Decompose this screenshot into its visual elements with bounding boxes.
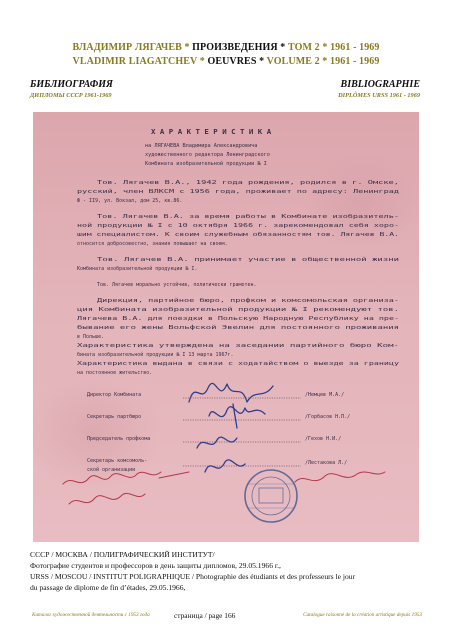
- doc-text-line: Комбината изобразительной продукции № I.: [77, 266, 198, 272]
- doc-text-line: русский, член ВЛКСМ с 1956 года, проживает по адресу: Ленинград: [77, 189, 399, 195]
- doc-addressee-line: художественного редактора Ленинградского: [145, 152, 270, 158]
- official-stamp: [245, 470, 297, 522]
- signatory-role: Директор Комбината: [87, 392, 142, 398]
- doc-text-line: Лягачева В.А. для поездки в Польскую Народную Республику на пре-: [77, 316, 270, 322]
- doc-text-line: Тов. Лягачев В.А. за время работы в Комбинате изобразитель-: [97, 214, 275, 220]
- signatory-name: /Гехов Н.И./: [305, 436, 342, 442]
- works-label-ru: ПРОИЗВЕДЕНИЯ: [192, 42, 278, 53]
- doc-text-line: шим специалистом. К своим служебным обязанностям тов. Лягачев В.А.: [77, 232, 276, 238]
- section-title-ru: БИБЛИОГРАФИЯ: [30, 79, 113, 90]
- section-title-fr: BIBLIOGRAPHIE: [340, 79, 420, 90]
- doc-text-line: Характеристика утверждена на заседании партийного бюро Ком-: [77, 343, 255, 349]
- scanned-character-reference: [33, 112, 419, 542]
- years-label-ru: 1961 - 1969: [330, 42, 380, 53]
- union-chair-signature: [197, 437, 237, 448]
- header-separator: *: [184, 42, 193, 53]
- signatory-name: /Немцев М.А./: [305, 392, 345, 398]
- caption-ru-line: Фотографие студентов и профессоров в день защиты дипломов, 29.05.1966 г.,: [30, 561, 281, 570]
- header-separator: *: [256, 56, 267, 67]
- doc-text-line: Тов. Лягачев морально устойчив, политически грамотен.: [97, 282, 257, 288]
- section-subtitle-fr: DIPLÔMES URSS 1961 - 1969: [338, 92, 420, 99]
- years-label-fr: 1961 - 1969: [330, 56, 380, 67]
- page-number: страница / page 166: [174, 611, 236, 620]
- doc-text-line: Дирекция, партийное бюро, профком и комсомольская организа-: [97, 298, 275, 304]
- caption-ru-line: СССР / МОСКВА / ПОЛИГРАФИЧЕСКИЙ ИНСТИТУТ/: [30, 550, 215, 559]
- red-handwritten-note: [295, 472, 385, 482]
- header-separator: *: [277, 42, 289, 53]
- footer-catalogue-fr: Catalogue raisonné de la création artistique depuis 1953: [303, 612, 422, 618]
- doc-text-line: Тов. Лягачев В.А. принимает участие в общественной жизни: [97, 257, 266, 263]
- author-name-ru: ВЛАДИМИР ЛЯГАЧЕВ: [72, 42, 185, 53]
- doc-text-line: Тов. Лягачев В.А., 1942 года рождения, родился в г. Омске,: [97, 180, 399, 186]
- signatory-name: /Горбасов Н.П./: [305, 414, 351, 420]
- volume-header-ru: [0, 42, 452, 53]
- doc-text-line: в Польше.: [77, 334, 105, 340]
- footer-catalogue-ru: Каталог художественной деятельности с 1953 года: [32, 612, 150, 618]
- signatory-name: /Лестакова Л./: [305, 460, 348, 466]
- doc-text-line: относится добросовестно, знания повышает на своем.: [77, 241, 228, 247]
- doc-text-line: на постоянное жительство.: [77, 370, 153, 376]
- volume-label-fr: VOLUME 2 *: [266, 56, 331, 67]
- document-scan: [33, 112, 419, 542]
- red-handwritten-note: [69, 493, 145, 504]
- volume-label-ru: ТОМ 2 *: [288, 42, 331, 53]
- caption-fr-line: URSS / MOSCOU / INSTITUT POLIGRAPHIQUE / Photographie des étudiants et des professeurs le jour: [30, 572, 356, 581]
- doc-addressee-line: на ЛЯГАЧЕВА Владимира Александровича: [145, 143, 258, 149]
- doc-text-line: бината изобразительной продукции № I 13 марта 1967г.: [77, 352, 234, 358]
- doc-text-line: Характеристика выдана в связи с ходатайством о выезде за границу: [77, 361, 399, 367]
- caption-fr-line: du passage de diplome de fin d’étades, 29.05.1966,: [30, 583, 186, 592]
- party-secretary-signature: [209, 404, 265, 428]
- signatory-role: ской организации: [87, 467, 136, 473]
- header-separator: *: [199, 56, 208, 67]
- doc-text-line: ция Комбината изобразительной продукции № I рекомендуют тов.: [77, 307, 258, 313]
- doc-title: Х А Р А К Т Е Р И С Т И К А: [151, 127, 272, 136]
- doc-text-line: бывание его жены Вольфской Эвелин для постоянного проживания: [77, 325, 258, 331]
- volume-header-fr: [0, 56, 452, 67]
- section-subtitle-ru: ДИПЛОМЫ СССР 1961-1969: [30, 92, 112, 99]
- author-name-fr: VLADIMIR LIAGATCHEV: [72, 56, 200, 67]
- signatory-role: Секретарь партбюро: [87, 414, 142, 420]
- signatory-role: Секретарь комсомоль-: [87, 458, 148, 464]
- red-handwritten-note: [159, 472, 189, 478]
- signatory-role: Председатель профкома: [87, 436, 151, 442]
- works-label-fr: OEUVRES: [207, 56, 257, 67]
- doc-addressee-line: Комбината изобразительной продукции № I: [145, 161, 267, 167]
- doc-text-line: ной продукции № I с 10 октября 1966 г. зарекомендовал себя хоро-: [77, 223, 270, 229]
- director-signature: [189, 383, 273, 402]
- paper-stain: [33, 372, 163, 492]
- doc-text-line: Ф - II9, ул. Вокзал, дом 25, кв.86.: [77, 198, 183, 204]
